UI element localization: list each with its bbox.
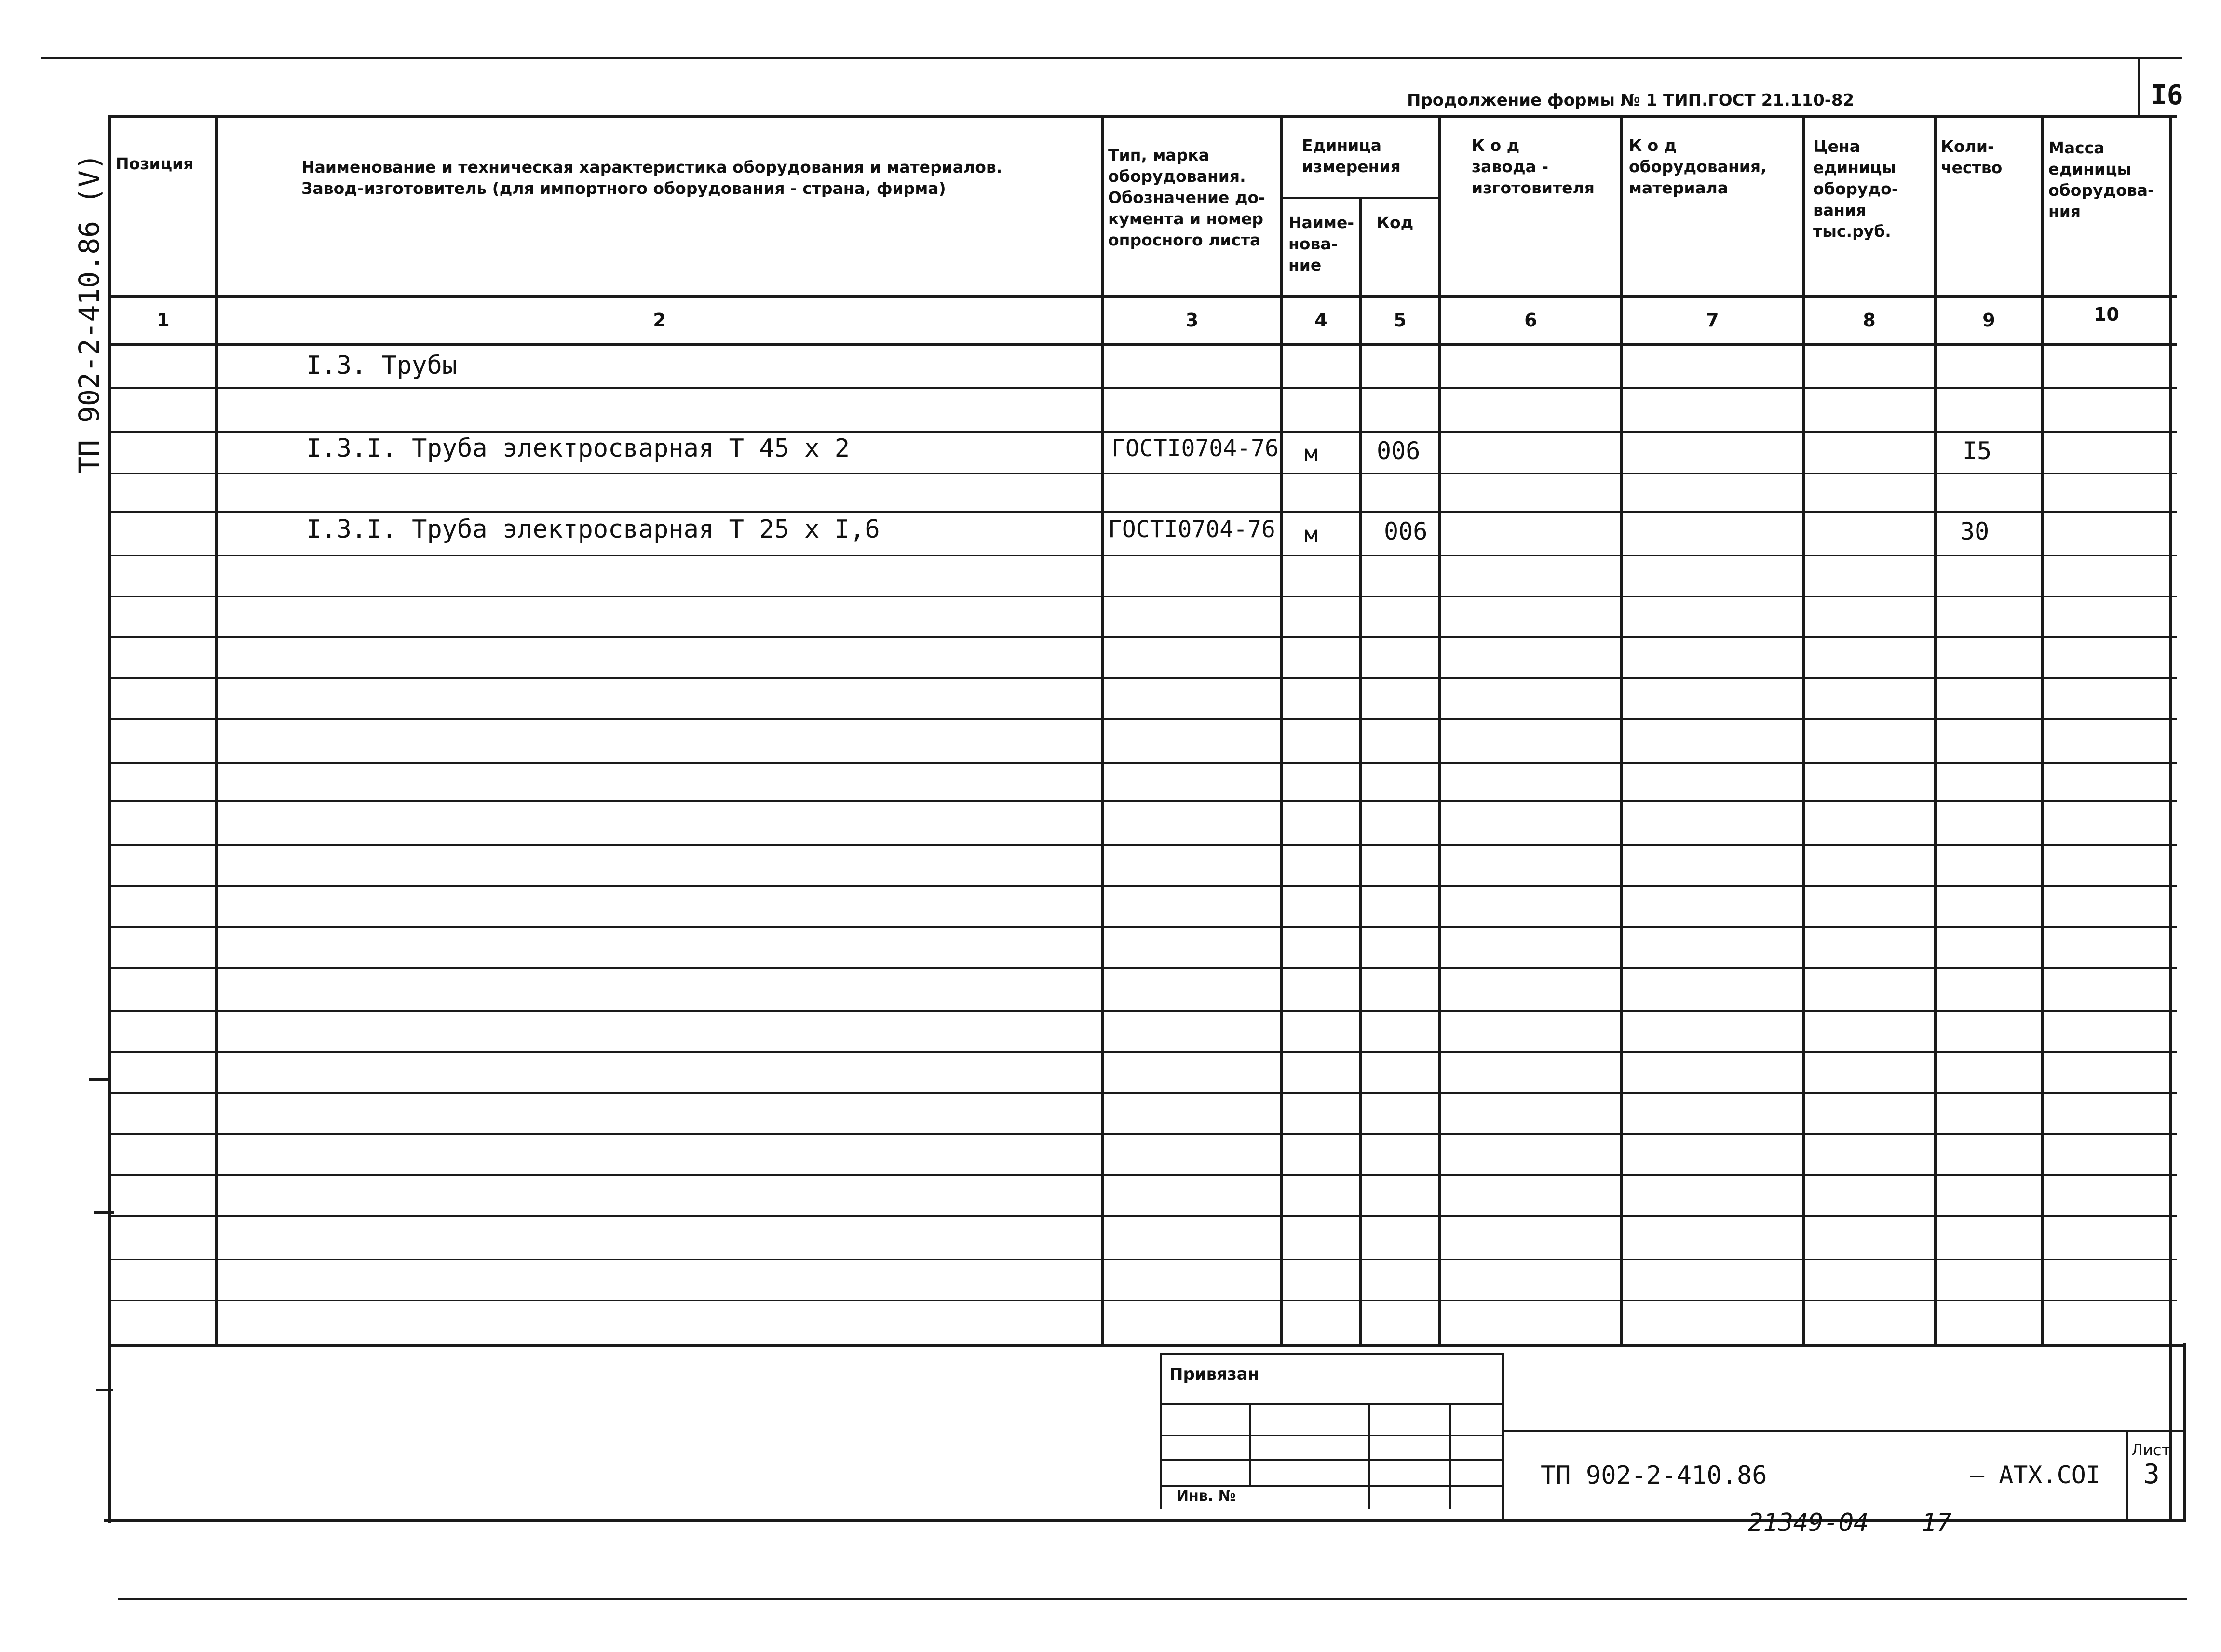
table-bottom-border: [108, 1344, 2186, 1347]
row-line: [108, 1300, 2177, 1301]
header-name: Наименование и техническая характеристика оборудования и материалов. Завод-изготовитель (для импортного оборудования - страна, фирма): [301, 158, 1002, 198]
row-line: [108, 1010, 2177, 1012]
row-qty: I5: [1963, 437, 1992, 465]
side-stamp: ТП 902-2-410.86 (V): [73, 153, 106, 474]
row-type: ГОСТI0704-76: [1111, 435, 1279, 462]
column-number-line: [108, 343, 2177, 346]
header-type: Тип, марка оборудования. Обозначение до- кумента и номер опросного листа: [1108, 146, 1265, 249]
column-number: 7: [1706, 310, 1719, 331]
row-line: [108, 762, 2177, 764]
col-border: [1802, 115, 1805, 1347]
title-block-right-line: [2169, 1345, 2172, 1519]
header-unit-name: Наиме- нова- ние: [1288, 213, 1354, 274]
row-line: [108, 555, 2177, 556]
row-line: [108, 967, 2177, 969]
col-border: [1438, 115, 1441, 1347]
header-price: Цена единицы оборудо- вания тыс.руб.: [1813, 137, 1898, 241]
row-line: [108, 1133, 2177, 1135]
col-border: [1934, 115, 1937, 1347]
row-line: [108, 636, 2177, 638]
column-number: 8: [1863, 310, 1876, 331]
row-line: [108, 718, 2177, 720]
column-number: 6: [1524, 310, 1537, 331]
header-bottom-line: [108, 295, 2177, 298]
header-material-code: К о д оборудования, материала: [1629, 136, 1767, 197]
header-quantity: Коли- чество: [1941, 137, 2003, 177]
handwritten-page-number: 17: [1922, 1508, 1952, 1537]
stamp-box-line: [1160, 1485, 1504, 1487]
header-position: Позиция: [116, 154, 194, 173]
document-suffix: — АТХ.СОI: [1970, 1461, 2100, 1489]
title-block-bottom-ext: [104, 1519, 118, 1522]
row-line: [108, 511, 2177, 513]
row-line: [108, 431, 2177, 433]
row-line: [108, 1215, 2177, 1217]
row-code: 006: [1377, 437, 1421, 465]
row-line: [108, 926, 2177, 928]
row-line: [108, 473, 2177, 474]
column-number: 3: [1185, 310, 1199, 331]
row-line: [108, 1092, 2177, 1094]
table-top-border: [108, 115, 2177, 118]
bottom-edge-line: [118, 1598, 2187, 1600]
row-type: ГОСТI0704-76: [1108, 516, 1275, 543]
header-maker-code: К о д завода - изготовителя: [1472, 136, 1595, 197]
stamp-box-line: [1160, 1403, 1504, 1405]
doc-code-top-line: [1504, 1430, 2186, 1432]
col-border: [1620, 115, 1623, 1347]
row-line: [108, 387, 2177, 389]
sheet-label: Лист: [2131, 1441, 2171, 1459]
top-edge-line: [41, 57, 2182, 59]
column-number: 9: [1982, 310, 1995, 331]
stamp-box-top: [1160, 1353, 1504, 1355]
page-number: I6: [2151, 80, 2183, 111]
col-border: [2041, 115, 2044, 1347]
col-border: [1359, 197, 1362, 1347]
title-block-bottom-line: [108, 1519, 2186, 1522]
row-line: [108, 885, 2177, 887]
stamp-box-col: [1449, 1403, 1451, 1509]
row-line: [108, 1259, 2177, 1260]
stamp-box-left: [1160, 1353, 1162, 1509]
page-number-divider: [2138, 59, 2140, 117]
privyazan-label: Привязан: [1169, 1365, 1259, 1384]
row-name: I.3.I. Труба электросварная Т 45 х 2: [306, 434, 850, 463]
sheet-box-left: [2126, 1430, 2128, 1519]
stamp-box-col: [1249, 1403, 1251, 1485]
row-line: [108, 800, 2177, 802]
document-code: ТП 902-2-410.86: [1541, 1461, 1767, 1490]
header-unit-code: Код: [1377, 213, 1414, 232]
header-unit: Единица измерения: [1302, 136, 1401, 176]
col-border: [2169, 115, 2172, 1347]
column-number: 1: [157, 310, 170, 331]
row-name: I.3. Трубы: [306, 351, 458, 380]
inventory-number-label: Инв. №: [1177, 1488, 1236, 1504]
row-line: [108, 844, 2177, 846]
column-number: 4: [1314, 310, 1327, 331]
stamp-box-right: [1502, 1353, 1504, 1519]
row-line: [108, 1174, 2177, 1176]
row-line: [108, 596, 2177, 597]
handwritten-order-number: 21349-04: [1748, 1508, 1869, 1537]
stamp-box-line: [1160, 1435, 1504, 1436]
row-line: [108, 1051, 2177, 1053]
col-border: [1101, 115, 1104, 1347]
row-line: [108, 677, 2177, 679]
row-qty: 30: [1960, 517, 1990, 545]
row-unit: м: [1304, 440, 1318, 466]
row-name: I.3.I. Труба электросварная Т 25 х I,6: [306, 515, 880, 544]
margin-tick: [89, 1078, 109, 1081]
stamp-box-col: [1368, 1403, 1370, 1509]
column-number: 10: [2094, 304, 2119, 325]
column-number: 2: [653, 310, 666, 331]
row-unit: м: [1304, 521, 1318, 547]
column-number: 5: [1394, 310, 1407, 331]
col-border: [1280, 115, 1283, 1347]
header-mass: Масса единицы оборудова- ния: [2048, 138, 2154, 221]
row-code: 006: [1384, 517, 1428, 545]
col-border: [215, 115, 218, 1347]
stamp-box-line: [1160, 1459, 1504, 1461]
form-caption: Продолжение формы № 1 ТИП.ГОСТ 21.110-82: [1407, 91, 1855, 110]
sheet-number: 3: [2143, 1459, 2160, 1490]
